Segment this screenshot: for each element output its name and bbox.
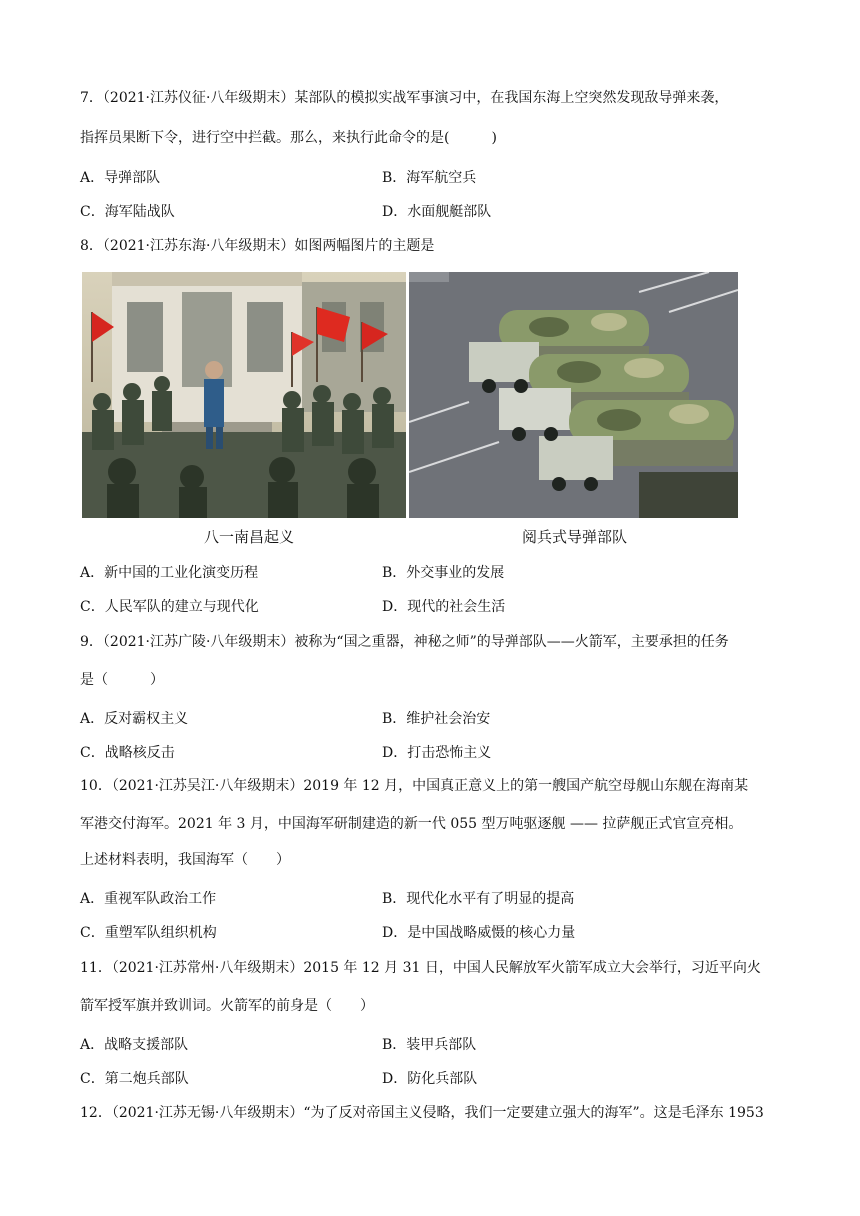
q8-option-d: D．现代的社会生活 — [382, 599, 506, 615]
figure-caption-right: 阅兵式导弹部队 — [522, 528, 628, 546]
nanchang-uprising-painting — [82, 272, 406, 518]
q7-option-d: D．水面舰艇部队 — [382, 204, 492, 220]
q11-option-a: A．战略支援部队 — [80, 1037, 189, 1053]
q7-option-a: A．导弹部队 — [80, 170, 161, 186]
q8-option-c: C．人民军队的建立与现代化 — [80, 599, 259, 615]
q10-option-a: A．重视军队政治工作 — [80, 891, 217, 907]
q7-option-c: C．海军陆战队 — [80, 204, 175, 220]
q8-option-b: B．外交事业的发展 — [382, 565, 505, 581]
q8-option-a: A．新中国的工业化演变历程 — [80, 565, 259, 581]
parade-missile-troops-photo — [409, 272, 738, 518]
q9-stem-line-1: 9．（2021·江苏广陵·八年级期末）被称为“国之重器，神秘之师”的导弹部队——火箭军，主要承担的任务 — [80, 634, 729, 650]
q10-stem-line-3: 上述材料表明，我国海军（ ） — [80, 852, 290, 868]
q11-option-b: B．装甲兵部队 — [382, 1037, 477, 1053]
q9-option-d: D．打击恐怖主义 — [382, 745, 492, 761]
q10-option-c: C．重塑军队组织机构 — [80, 925, 217, 941]
q7-stem-line-2: 指挥员果断下令，进行空中拦截。那么，来执行此命令的是( ) — [80, 130, 497, 146]
q11-option-d: D．防化兵部队 — [382, 1071, 478, 1087]
q9-option-b: B．维护社会治安 — [382, 711, 491, 727]
q10-option-b: B．现代化水平有了明显的提高 — [382, 891, 575, 907]
q11-stem-line-1: 11．（2021·江苏常州·八年级期末）2015 年 12 月 31 日，中国人民解放军火箭军成立大会举行，习近平向火 — [80, 960, 761, 976]
q10-stem-line-1: 10．（2021·江苏吴江·八年级期末）2019 年 12 月，中国真正意义上的第一艘国产航空母舰山东舰在海南某 — [80, 778, 749, 794]
q10-option-d: D．是中国战略威慑的核心力量 — [382, 925, 576, 941]
q11-option-c: C．第二炮兵部队 — [80, 1071, 189, 1087]
figure-caption-left: 八一南昌起义 — [204, 528, 295, 546]
q9-stem-line-2: 是（ ） — [80, 672, 164, 688]
q7-option-b: B．海军航空兵 — [382, 170, 477, 186]
q10-stem-line-2: 军港交付海军。2021 年 3 月，中国海军研制建造的新一代 055 型万吨驱逐舰 —— 拉萨舰正式官宣亮相。 — [80, 816, 743, 832]
q8-stem-line-1: 8．（2021·江苏东海·八年级期末）如图两幅图片的主题是 — [80, 238, 435, 254]
q11-stem-line-2: 箭军授军旗并致训词。火箭军的前身是（ ） — [80, 998, 374, 1014]
q12-stem-line-1: 12．（2021·江苏无锡·八年级期末）“为了反对帝国主义侵略，我们一定要建立强大的海军”。这是毛泽东 1953 — [80, 1105, 764, 1121]
q9-option-a: A．反对霸权主义 — [80, 711, 189, 727]
q7-stem-line-1: 7．（2021·江苏仪征·八年级期末）某部队的模拟实战军事演习中，在我国东海上空突然发现敌导弹来袭， — [80, 90, 729, 106]
q9-option-c: C．战略核反击 — [80, 745, 175, 761]
